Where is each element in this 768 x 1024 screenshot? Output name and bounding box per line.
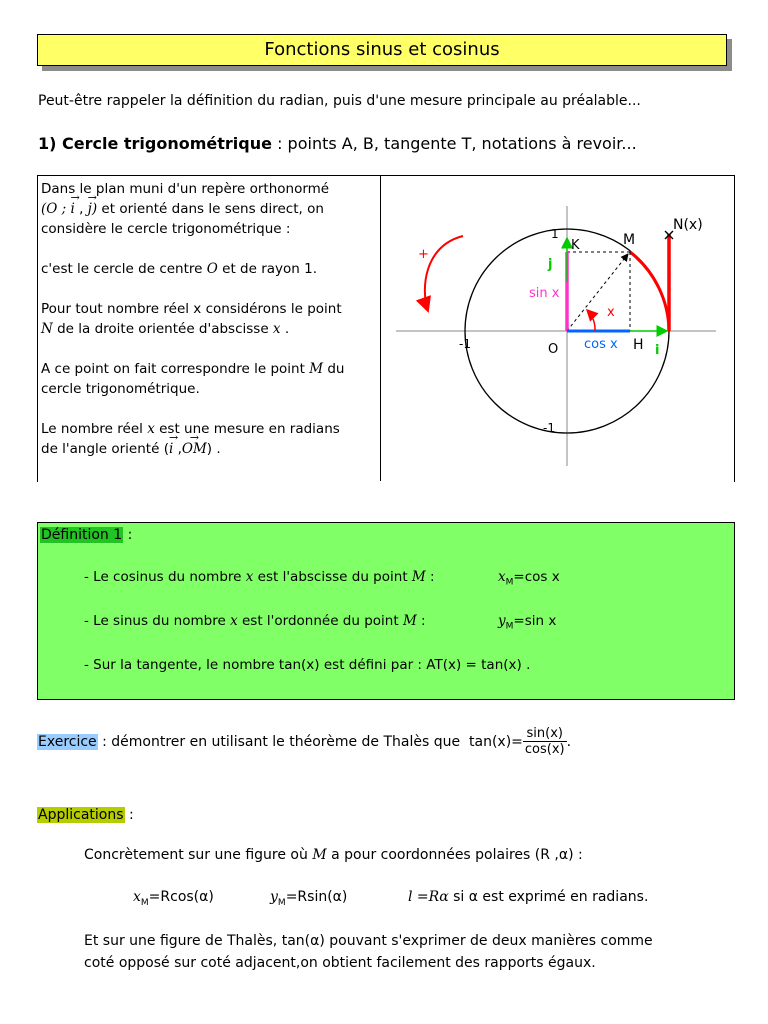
- trig-circle-figure: [381, 176, 732, 481]
- label-minus-one-left: -1: [459, 337, 471, 351]
- section-subtitle: : points A, B, tangente T, notations à revoir...: [271, 134, 637, 153]
- label-sinx: sin x: [529, 286, 560, 301]
- applications-line-1: Concrètement sur une figure où M a pour coordonnées polaires (R ,α) :: [84, 847, 583, 863]
- formula-xm: $x_M=Rcos(\alpha)$: [133, 889, 214, 908]
- section-title: 1) Cercle trigonométrique: [38, 134, 272, 153]
- label-i: i: [655, 343, 660, 358]
- def-sin-formula: $y_M=\sin$ x: [498, 613, 557, 632]
- applications-label: Applications :: [38, 807, 134, 823]
- label-o: O: [548, 342, 559, 357]
- def-sin-line: - Le sinus du nombre x est l'ordonnée du point M :: [84, 613, 426, 629]
- definition-label: Définition 1 :: [41, 527, 133, 543]
- box-line-5: Pour tout nombre réel x considérons le point: [41, 301, 342, 317]
- box-line-1: Dans le plan muni d'un repère orthonormé: [41, 181, 330, 197]
- label-h: H: [633, 337, 644, 353]
- plus-label: +: [418, 247, 429, 262]
- exercice-text: : démontrer en utilisant le théorème de Thalès que tan(x)=: [97, 733, 523, 750]
- formula-ym: $y_M=Rsin(\alpha)$: [270, 889, 348, 908]
- label-one-top: 1: [551, 227, 559, 241]
- intro-text: Peut-être rappeler la définition du radian, puis d'une mesure principale au préalable...: [38, 93, 641, 109]
- orientation-arrow: [425, 236, 463, 311]
- arc-am: [630, 252, 669, 331]
- box-line-9: Le nombre réel x est une mesure en radians: [41, 421, 340, 437]
- box-line-3: considère le cercle trigonométrique :: [41, 221, 291, 237]
- box-line-2: (O ; → i , → j) et orienté dans le sens direct, on: [41, 199, 379, 219]
- box-line-8: cercle trigonométrique.: [41, 381, 200, 397]
- def-tan-line: - Sur la tangente, le nombre tan(x) est défini par : AT(x) = tan(x) .: [84, 657, 531, 673]
- applications-line-4: coté opposé sur coté adjacent,on obtient facilement des rapports égaux.: [84, 955, 596, 971]
- label-x: x: [607, 305, 615, 320]
- box-line-4: c'est le cercle de centre O et de rayon 1.: [41, 261, 317, 277]
- label-cosx: cos x: [584, 337, 618, 352]
- label-m: M: [623, 232, 636, 248]
- label-k: K: [571, 238, 580, 253]
- label-minus-one-bottom: -1: [543, 421, 555, 435]
- label-n: N(x): [673, 217, 703, 233]
- box-line-6: N de la droite orientée d'abscisse x .: [41, 321, 290, 337]
- angle-arc: [587, 310, 595, 331]
- def-cos-line: - Le cosinus du nombre x est l'abscisse du point M :: [84, 569, 435, 585]
- box-line-7: A ce point on fait correspondre le point M du: [41, 361, 345, 377]
- applications-line-3: Et sur une figure de Thalès, tan(α) pouvant s'exprimer de deux manières comme: [84, 933, 653, 949]
- definition-box: [37, 522, 735, 700]
- formula-arc-length: l =Rα si α est exprimé en radians.: [408, 889, 649, 905]
- exercice-line: [37, 726, 571, 757]
- tan-fraction: $\frac{\sin(x)}{\cos(x)}$: [524, 726, 565, 757]
- def-cos-formula: $x_M=\cos$ x: [498, 569, 560, 588]
- box-line-10: de l'angle orienté (→ i ,→ OM) .: [41, 439, 379, 459]
- page-title: Fonctions sinus et cosinus: [37, 34, 727, 66]
- box-text: [41, 179, 379, 459]
- exercice-label: Exercice: [38, 733, 97, 750]
- section-heading: [38, 134, 637, 153]
- exercice-end: .: [566, 733, 572, 750]
- label-j: j: [548, 257, 553, 272]
- om-vector: [567, 254, 628, 331]
